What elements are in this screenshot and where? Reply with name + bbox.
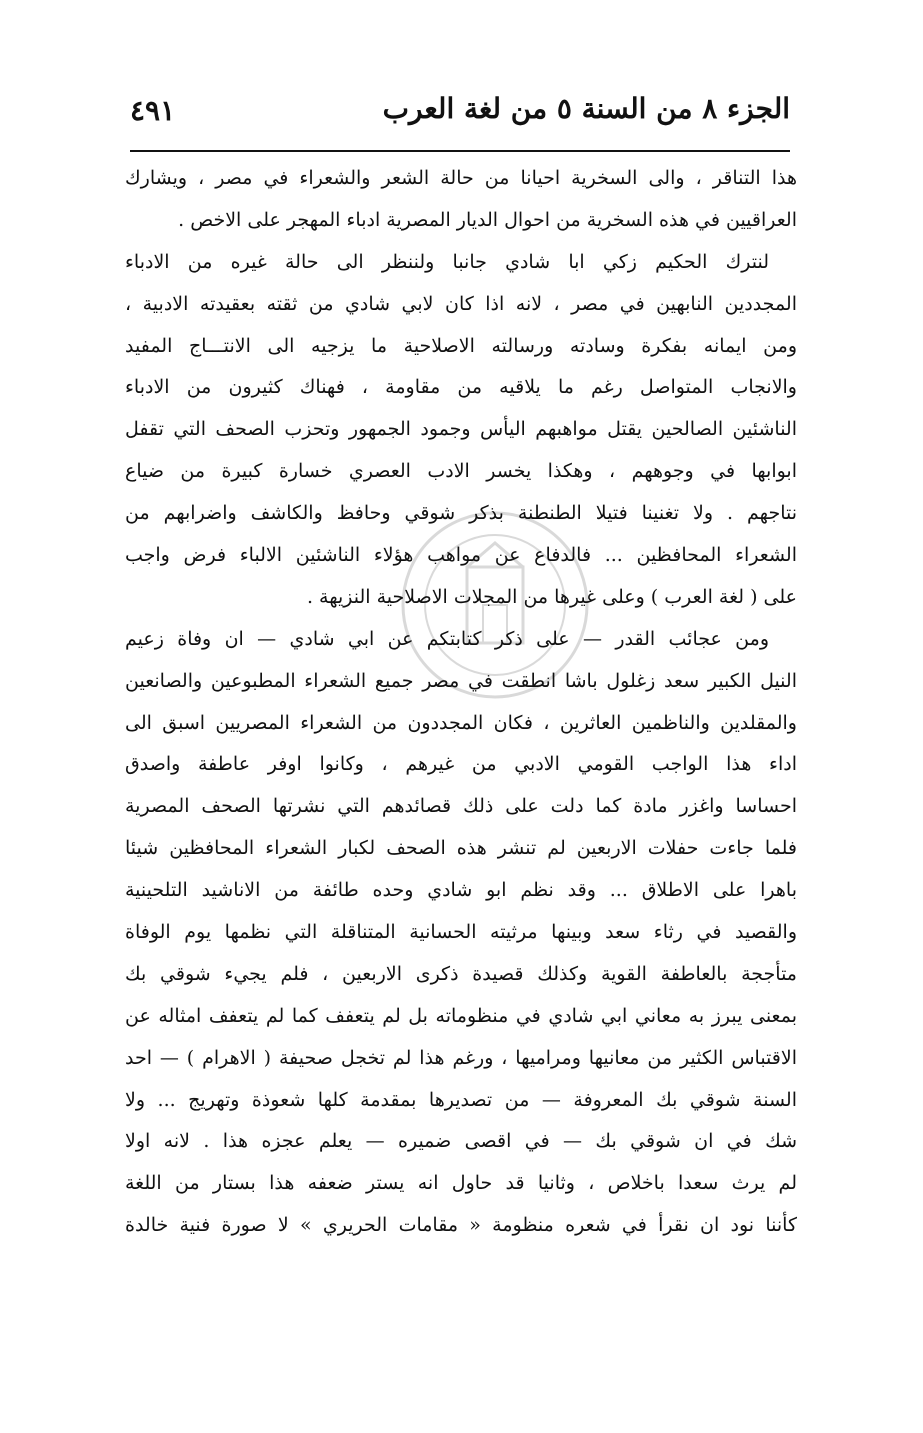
text-line: لنترك الحكيم زكي ابا شادي جانبا ولننظر الى حالة غيره من الادباء bbox=[125, 250, 769, 273]
text-line: احساسا واغزر مادة كما دلت على ذلك قصائدهم التي نشرتها الصحف المصرية bbox=[125, 795, 797, 818]
text-line: والمقلدين والناظمين العاثرين ، فكان المجددون من الشعراء المصريين اسبق الى bbox=[125, 711, 797, 734]
text-line: فلما جاءت حفلات الاربعين لم تنشر هذه الصحف لكبار الشعراء المحافظين شيئا bbox=[125, 837, 797, 860]
text-line: الشعراء المحافظين ... فالدفاع عن مواهب هؤلاء الناشئين الالباء فرض واجب bbox=[125, 544, 797, 567]
text-line: متأججة بالعاطفة القوية وكذلك قصيدة ذكرى الاربعين ، فلم يجيء شوقي بك bbox=[125, 962, 797, 985]
text-line: كأننا نود ان نقرأ في شعره منظومة « مقامات الحريري » لا صورة فنية خالدة bbox=[125, 1214, 797, 1237]
page-number: ٤٩١ bbox=[130, 94, 176, 127]
text-line: الاقتباس الكثير من معانيها ومراميها ، ورغم هذا لم تخجل صحيفة ( الاهرام ) — احد bbox=[125, 1046, 797, 1069]
text-line: على ( لغة العرب ) وعلى غيرها من المجلات الاصلاحية النزيهة . bbox=[306, 585, 797, 608]
text-line: ومن عجائب القدر — على ذكر كتابتكم عن ابي شادي — ان وفاة زعيم bbox=[125, 627, 769, 650]
text-line: ابوابها في وجوههم ، وهكذا يخسر الادب العصري خسارة كبيرة من ضياع bbox=[125, 460, 797, 483]
text-line: بمعنى يبرز به معاني ابي شادي في منظوماته بل لم يتعفف كما لم يتعفف امثاله عن bbox=[125, 1004, 797, 1027]
text-line: الناشئين الصالحين يقتل مواهبهم اليأس وجمود الجمهور وتحزب الصحف التي تقفل bbox=[125, 418, 797, 441]
text-line: ومن ايمانه بفكرة وسادته ورسالته الاصلاحية ما يزجيه الى الانتـــاج المفيد bbox=[125, 334, 797, 357]
text-line: السنة شوقي بك المعروفة — من تصديرها بمقدمة كلها شعوذة وتهريج ... ولا bbox=[125, 1088, 797, 1111]
body-text bbox=[125, 158, 797, 1247]
text-line: العراقيين في هذه السخرية من احوال الديار المصرية ادباء المهجر على الاخص . bbox=[178, 208, 797, 231]
text-line: اداء هذا الواجب القومي الادبي من غيرهم ، وكانوا اوفر عاطفة واصدق bbox=[125, 753, 797, 776]
text-line: النيل الكبير سعد زغلول باشا انطقت في مصر جميع الشعراء المطبوعين والصانعين bbox=[125, 669, 797, 692]
page-header bbox=[130, 92, 790, 142]
text-line: لم يرث سعدا باخلاص ، وثانيا قد حاول انه يستر ضعفه هذا بستار من اللغة bbox=[125, 1172, 797, 1195]
text-line: باهرا على الاطلاق ... وقد نظم ابو شادي وحده طائفة من الاناشيد التلحينية bbox=[125, 879, 797, 902]
text-line: المجددين النابهين في مصر ، لانه اذا كان لابي شادي من ثقته بعقيدته الادبية ، bbox=[125, 292, 797, 315]
header-rule bbox=[130, 150, 790, 152]
text-line: والقصيد في رثاء سعد وبينها مرثيته الحسانية المتناقلة التي نظمها يوم الوفاة bbox=[125, 921, 797, 944]
text-line: والانجاب المتواصل رغم ما يلاقيه من مقاومة ، فهناك كثيرون من الادباء bbox=[125, 376, 797, 399]
running-head-title: الجزء ٨ من السنة ٥ من لغة العرب bbox=[382, 92, 790, 125]
text-line: نتاجهم . ولا تغنينا فتيلا الطنطنة بذكر شوقي وحافظ والكاشف واضرابهم من bbox=[125, 502, 797, 525]
text-line: هذا التناقر ، والى السخرية احيانا من حالة الشعر والشعراء في مصر ، ويشارك bbox=[125, 167, 797, 189]
text-line: شك في ان شوقي بك — في اقصى ضميره — يعلم عجزه هذا . لانه اولا bbox=[125, 1130, 797, 1153]
